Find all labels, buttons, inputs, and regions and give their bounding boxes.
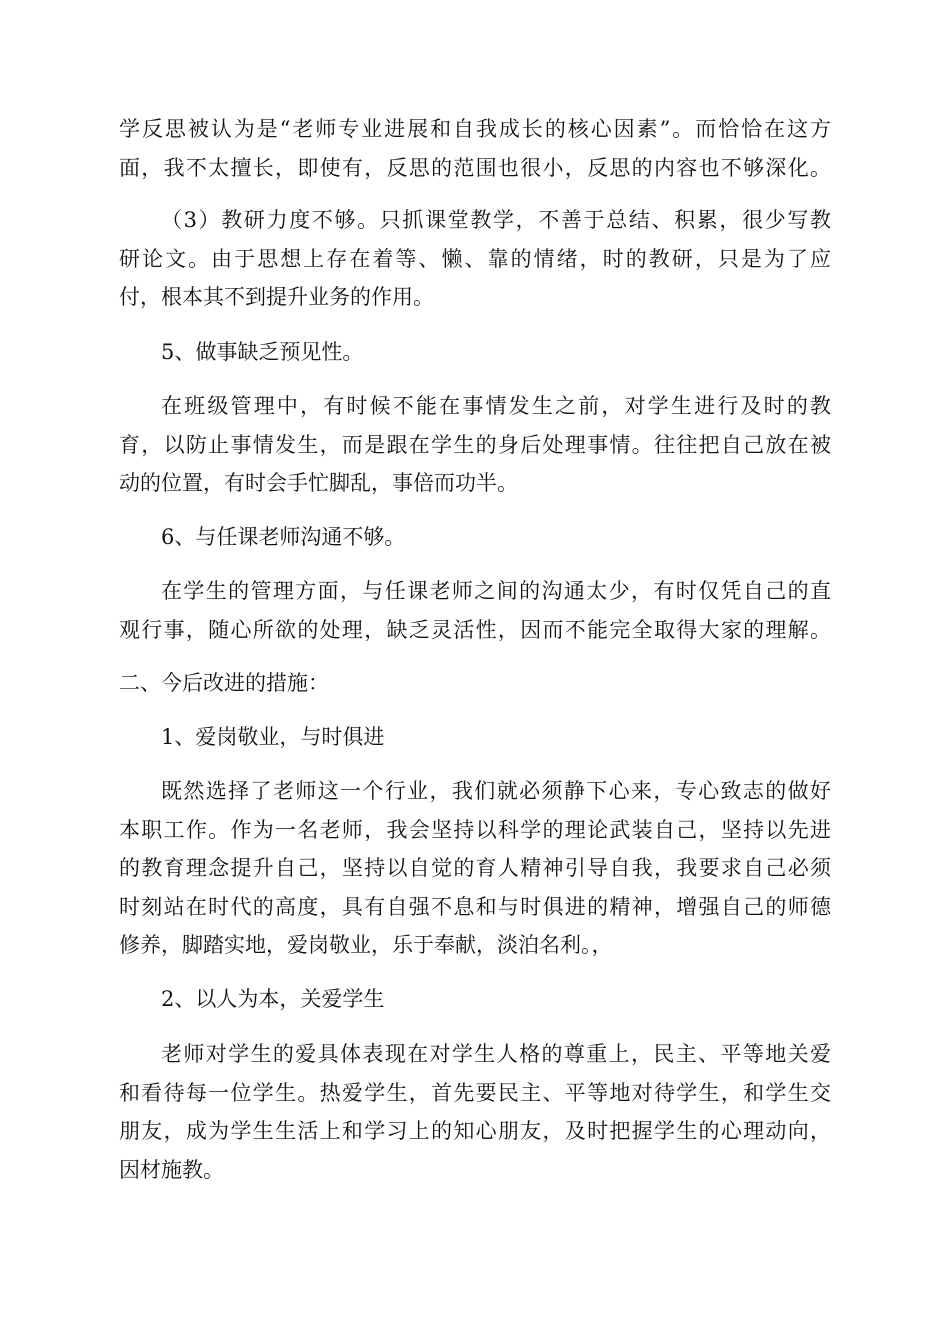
text-line: 二、今后改进的措施： bbox=[119, 671, 329, 695]
text-line: 在学生的管理方面，与任课老师之间的沟通太少，有时仅凭自己的直 bbox=[161, 579, 831, 603]
heading-item-1 bbox=[119, 718, 831, 757]
text-line: 面，我不太擅长，即使有，反思的范围也很小，反思的内容也不够深化。 bbox=[119, 155, 831, 180]
heading-item-2 bbox=[119, 980, 831, 1019]
text-line: 既然选择了老师这一个行业，我们就必须静下心来，专心致志的做好 bbox=[161, 779, 831, 803]
paragraph-research-effort bbox=[119, 201, 831, 317]
text-line: 本职工作。作为一名老师，我会坚持以科学的理论武装自己，坚持以先进 bbox=[119, 817, 831, 842]
text-line: 观行事，随心所欲的处理，缺乏灵活性，因而不能完全取得大家的理解。 bbox=[119, 617, 831, 642]
section-heading-improvements bbox=[119, 664, 831, 703]
text-line: 朋友，成为学生生活上和学习上的知心朋友，及时把握学生的心理动向， bbox=[119, 1119, 831, 1143]
paragraph-class-management bbox=[119, 387, 831, 503]
text-line: 在班级管理中，有时候不能在事情发生之前，对学生进行及时的教 bbox=[161, 394, 831, 418]
text-line: 1、爱岗敬业，与时俱进 bbox=[161, 725, 385, 749]
text-line: 研论文。由于思想上存在着等、懒、靠的情绪，时的教研，只是为了应 bbox=[119, 246, 831, 271]
text-line: 因材施教。 bbox=[119, 1157, 224, 1182]
paragraph-care-students bbox=[119, 1035, 831, 1189]
text-line: 6、与任课老师沟通不够。 bbox=[161, 525, 406, 549]
paragraph-reflection-cont bbox=[119, 110, 831, 187]
text-line: 修养，脚踏实地，爱岗敬业，乐于奉献，淡泊名利。， bbox=[119, 933, 613, 957]
text-line: 和看待每一位学生。热爱学生，首先要民主、平等地对待学生，和学生交 bbox=[119, 1080, 831, 1105]
text-line: 2、以人为本，关爱学生 bbox=[161, 987, 385, 1011]
text-line: 时刻站在时代的高度，具有自强不息和与时俱进的精神，增强自己的师德 bbox=[119, 894, 831, 919]
heading-item-6 bbox=[119, 518, 831, 557]
heading-item-5 bbox=[119, 333, 831, 372]
text-line: （3）教研力度不够。只抓课堂教学，不善于总结、积累，很少写教 bbox=[161, 208, 831, 232]
paragraph-dedication bbox=[119, 772, 831, 965]
text-line: 老师对学生的爱具体表现在对学生人格的尊重上，民主、平等地关爱 bbox=[161, 1042, 831, 1066]
text-line: 学反思被认为是“老师专业进展和自我成长的核心因素”。而恰恰在这方 bbox=[119, 117, 831, 141]
paragraph-communication bbox=[119, 572, 831, 649]
text-line: 育，以防止事情发生，而是跟在学生的身后处理事情。往往把自己放在被 bbox=[119, 432, 831, 457]
text-line: 付，根本其不到提升业务的作用。 bbox=[119, 285, 434, 309]
text-line: 5、做事缺乏预见性。 bbox=[161, 340, 364, 364]
text-line: 的教育理念提升自己，坚持以自觉的育人精神引导自我，我要求自己必须 bbox=[119, 856, 831, 880]
text-line: 动的位置，有时会手忙脚乱，事倍而功半。 bbox=[119, 471, 518, 495]
